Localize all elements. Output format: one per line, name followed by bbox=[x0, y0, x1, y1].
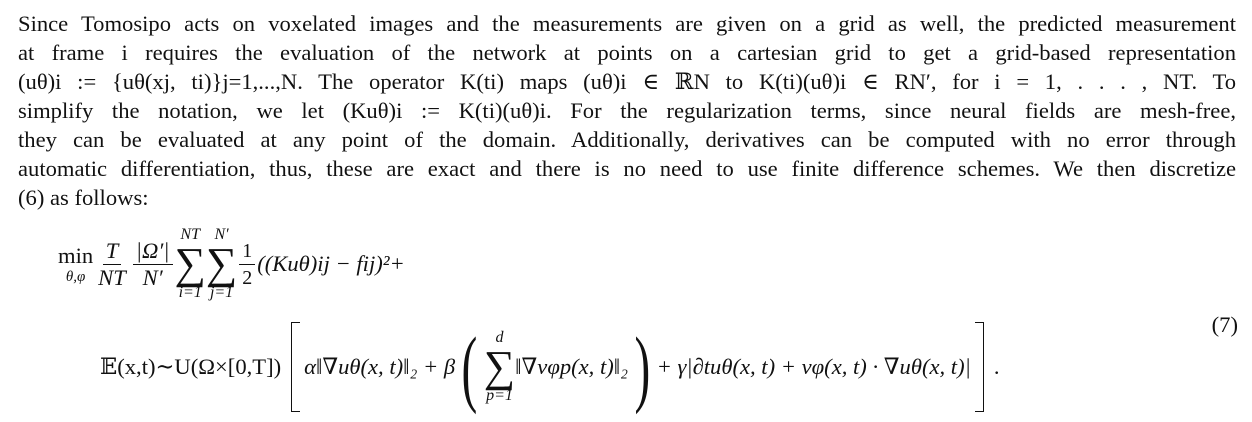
motion-term: + γ|∂tuθ(x, t) + vφ(x, t) · ∇uθ(x, t)| bbox=[656, 354, 971, 379]
body-paragraph bbox=[18, 9, 1236, 212]
text-line-2: at frame i requires the evaluation of the network at points on a cartesian grid to get a grid-based representation bbox=[18, 40, 1236, 65]
equation-number: (7) bbox=[1211, 312, 1238, 337]
text-line-6: automatic differentiation, thus, these are exact and there is no need to use finite difference schemes. We then discretize bbox=[18, 156, 1236, 181]
right-bracket bbox=[975, 322, 984, 412]
text-line-5: they can be evaluated at any point of the domain. Additionally, derivatives can be computed with no error through bbox=[18, 127, 1236, 152]
expectation-operator: 𝔼(x,t)∼U(Ω×[0,T]) bbox=[100, 354, 282, 379]
sum-i: NT ∑ i=1 bbox=[174, 226, 206, 301]
sum-p: d ∑ p=1 bbox=[483, 329, 516, 404]
equation-block bbox=[0, 226, 1252, 422]
text-line-7: (6) as follows: bbox=[18, 185, 149, 210]
gradient-term: α‖∇uθ(x, t)‖₂ + β bbox=[304, 354, 456, 379]
equation-line-1 bbox=[58, 226, 405, 302]
equation-line-2 bbox=[100, 319, 1000, 415]
sum-j: N′ ∑ j=1 bbox=[205, 226, 238, 301]
min-operator: min θ,φ bbox=[58, 242, 94, 285]
text-line-3: (uθ)i := {uθ(xj, ti)}j=1,...,N. The operator K(ti) maps (uθ)i ∈ ℝN to K(ti)(uθ)i ∈ RN′, for i = 1, . . . , NT. To bbox=[18, 69, 1236, 94]
fraction-omega-over-n: $\frac{|\Omega'|}{N'}$ bbox=[133, 238, 173, 291]
fraction-half: $\frac{1}{2}$ bbox=[239, 238, 255, 291]
left-bracket bbox=[291, 322, 300, 412]
text-line-1: Since Tomosipo acts on voxelated images and the measurements are given on a grid as well, the predicted measurement bbox=[18, 11, 1236, 36]
text-line-4: simplify the notation, we let (Kuθ)i := K(ti)(uθ)i. For the regularization terms, since neural fields are mesh-free, bbox=[18, 98, 1236, 123]
velocity-gradient-term: ‖∇vφp(x, t)‖₂ bbox=[515, 354, 628, 379]
left-paren: ( bbox=[461, 319, 478, 415]
fraction-t-over-nt: $\frac{T}{NT}$ bbox=[98, 237, 126, 290]
data-fidelity-term: ((Kuθ)ij − fij)²+ bbox=[257, 251, 405, 276]
right-paren: ) bbox=[634, 319, 651, 415]
equation-period: . bbox=[993, 354, 1000, 379]
